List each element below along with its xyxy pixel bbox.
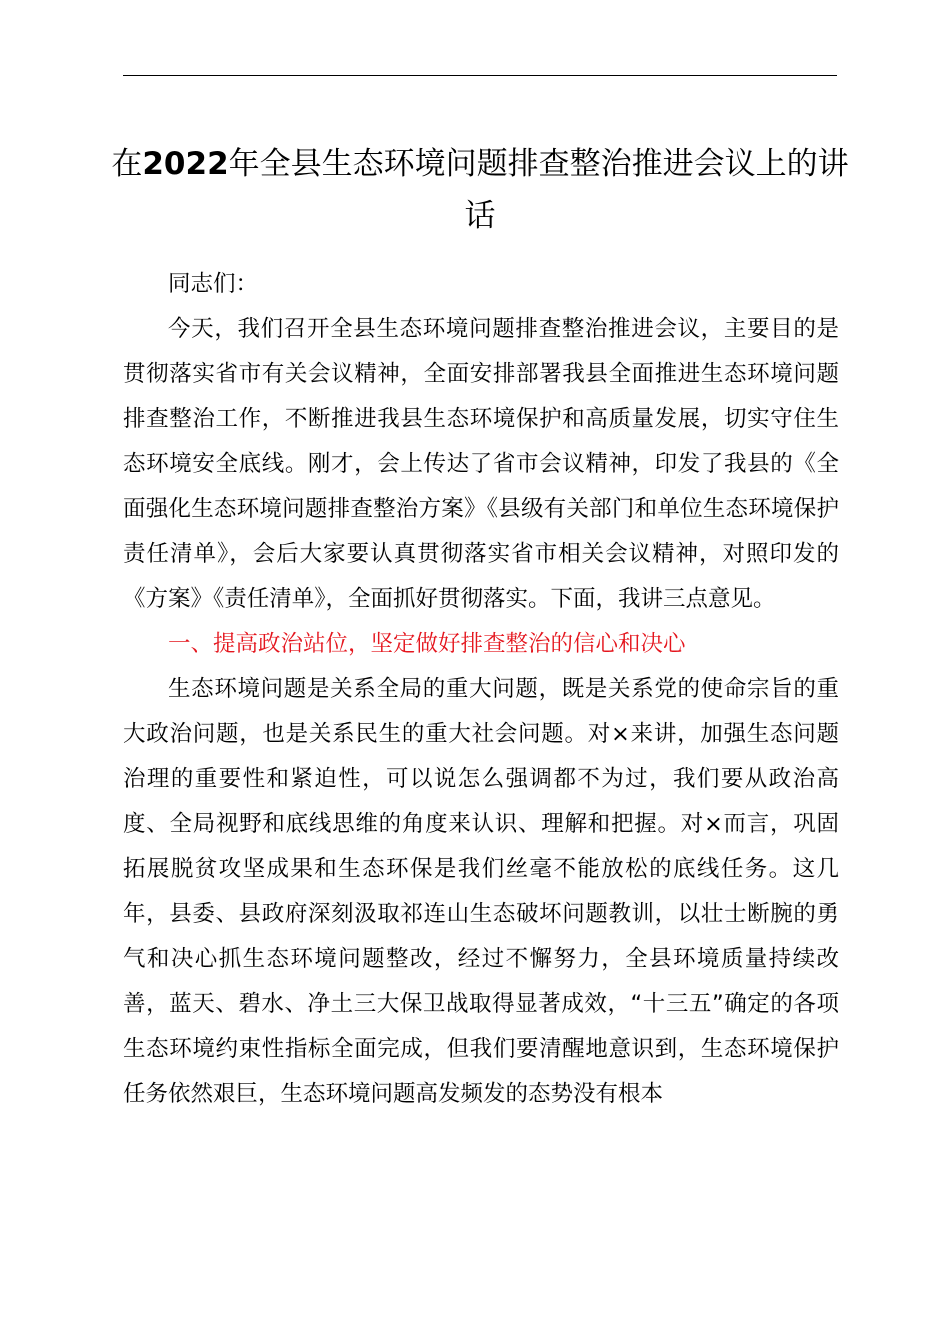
greeting: 同志们：: [168, 271, 259, 297]
document-body: [123, 262, 839, 1117]
document-title: [110, 138, 850, 242]
paragraph-intro: 今天，我们召开全县生态环境问题排查整治推进会议，主要目的是贯彻落实省市有关会议精神，全面安排部署我县全面推进生态环境问题排查整治工作，不断推进我县生态环境保护和高质量发展，切实守住生态环境安全底线。刚才，会上传达了省市会议精神，印发了我县的《全面强化生态环境问题排查整治方案》《县级有关部门和单位生态环境保护责任清单》，会后大家要认真贯彻落实省市相关会议精神，对照印发的《方案》《责任清单》，全面抓好贯彻落实。下面，我讲三点意见。: [123, 316, 839, 612]
title-year: 2022: [142, 146, 229, 182]
paragraph-section-1: 生态环境问题是关系全局的重大问题，既是关系党的使命宗旨的重大政治问题，也是关系民生的重大社会问题。对×来讲，加强生态问题治理的重要性和紧迫性，可以说怎么强调都不为过，我们要从政治高度、全局视野和底线思维的角度来认识、理解和把握。对×而言，巩固拓展脱贫攻坚成果和生态环保是我们丝毫不能放松的底线任务。这几年，县委、县政府深刻汲取祁连山生态破坏问题教训，以壮士断腕的勇气和决心抓生态环境问题整改，经过不懈努力，全县环境质量持续改善，蓝天、碧水、净土三大保卫战取得显著成效，“十三五”确定的各项生态环境约束性指标全面完成，但我们要清醒地意识到，生态环境保护任务依然艰巨，生态环境问题高发频发的态势没有根本: [123, 676, 839, 1107]
section-heading-1: 一、提高政治站位，坚定做好排查整治的信心和决心: [168, 631, 686, 657]
title-rest: 年全县生态环境问题排查整治推进会议上的讲话: [228, 146, 849, 234]
header-rule: [123, 75, 837, 76]
title-prefix: 在: [111, 146, 143, 182]
